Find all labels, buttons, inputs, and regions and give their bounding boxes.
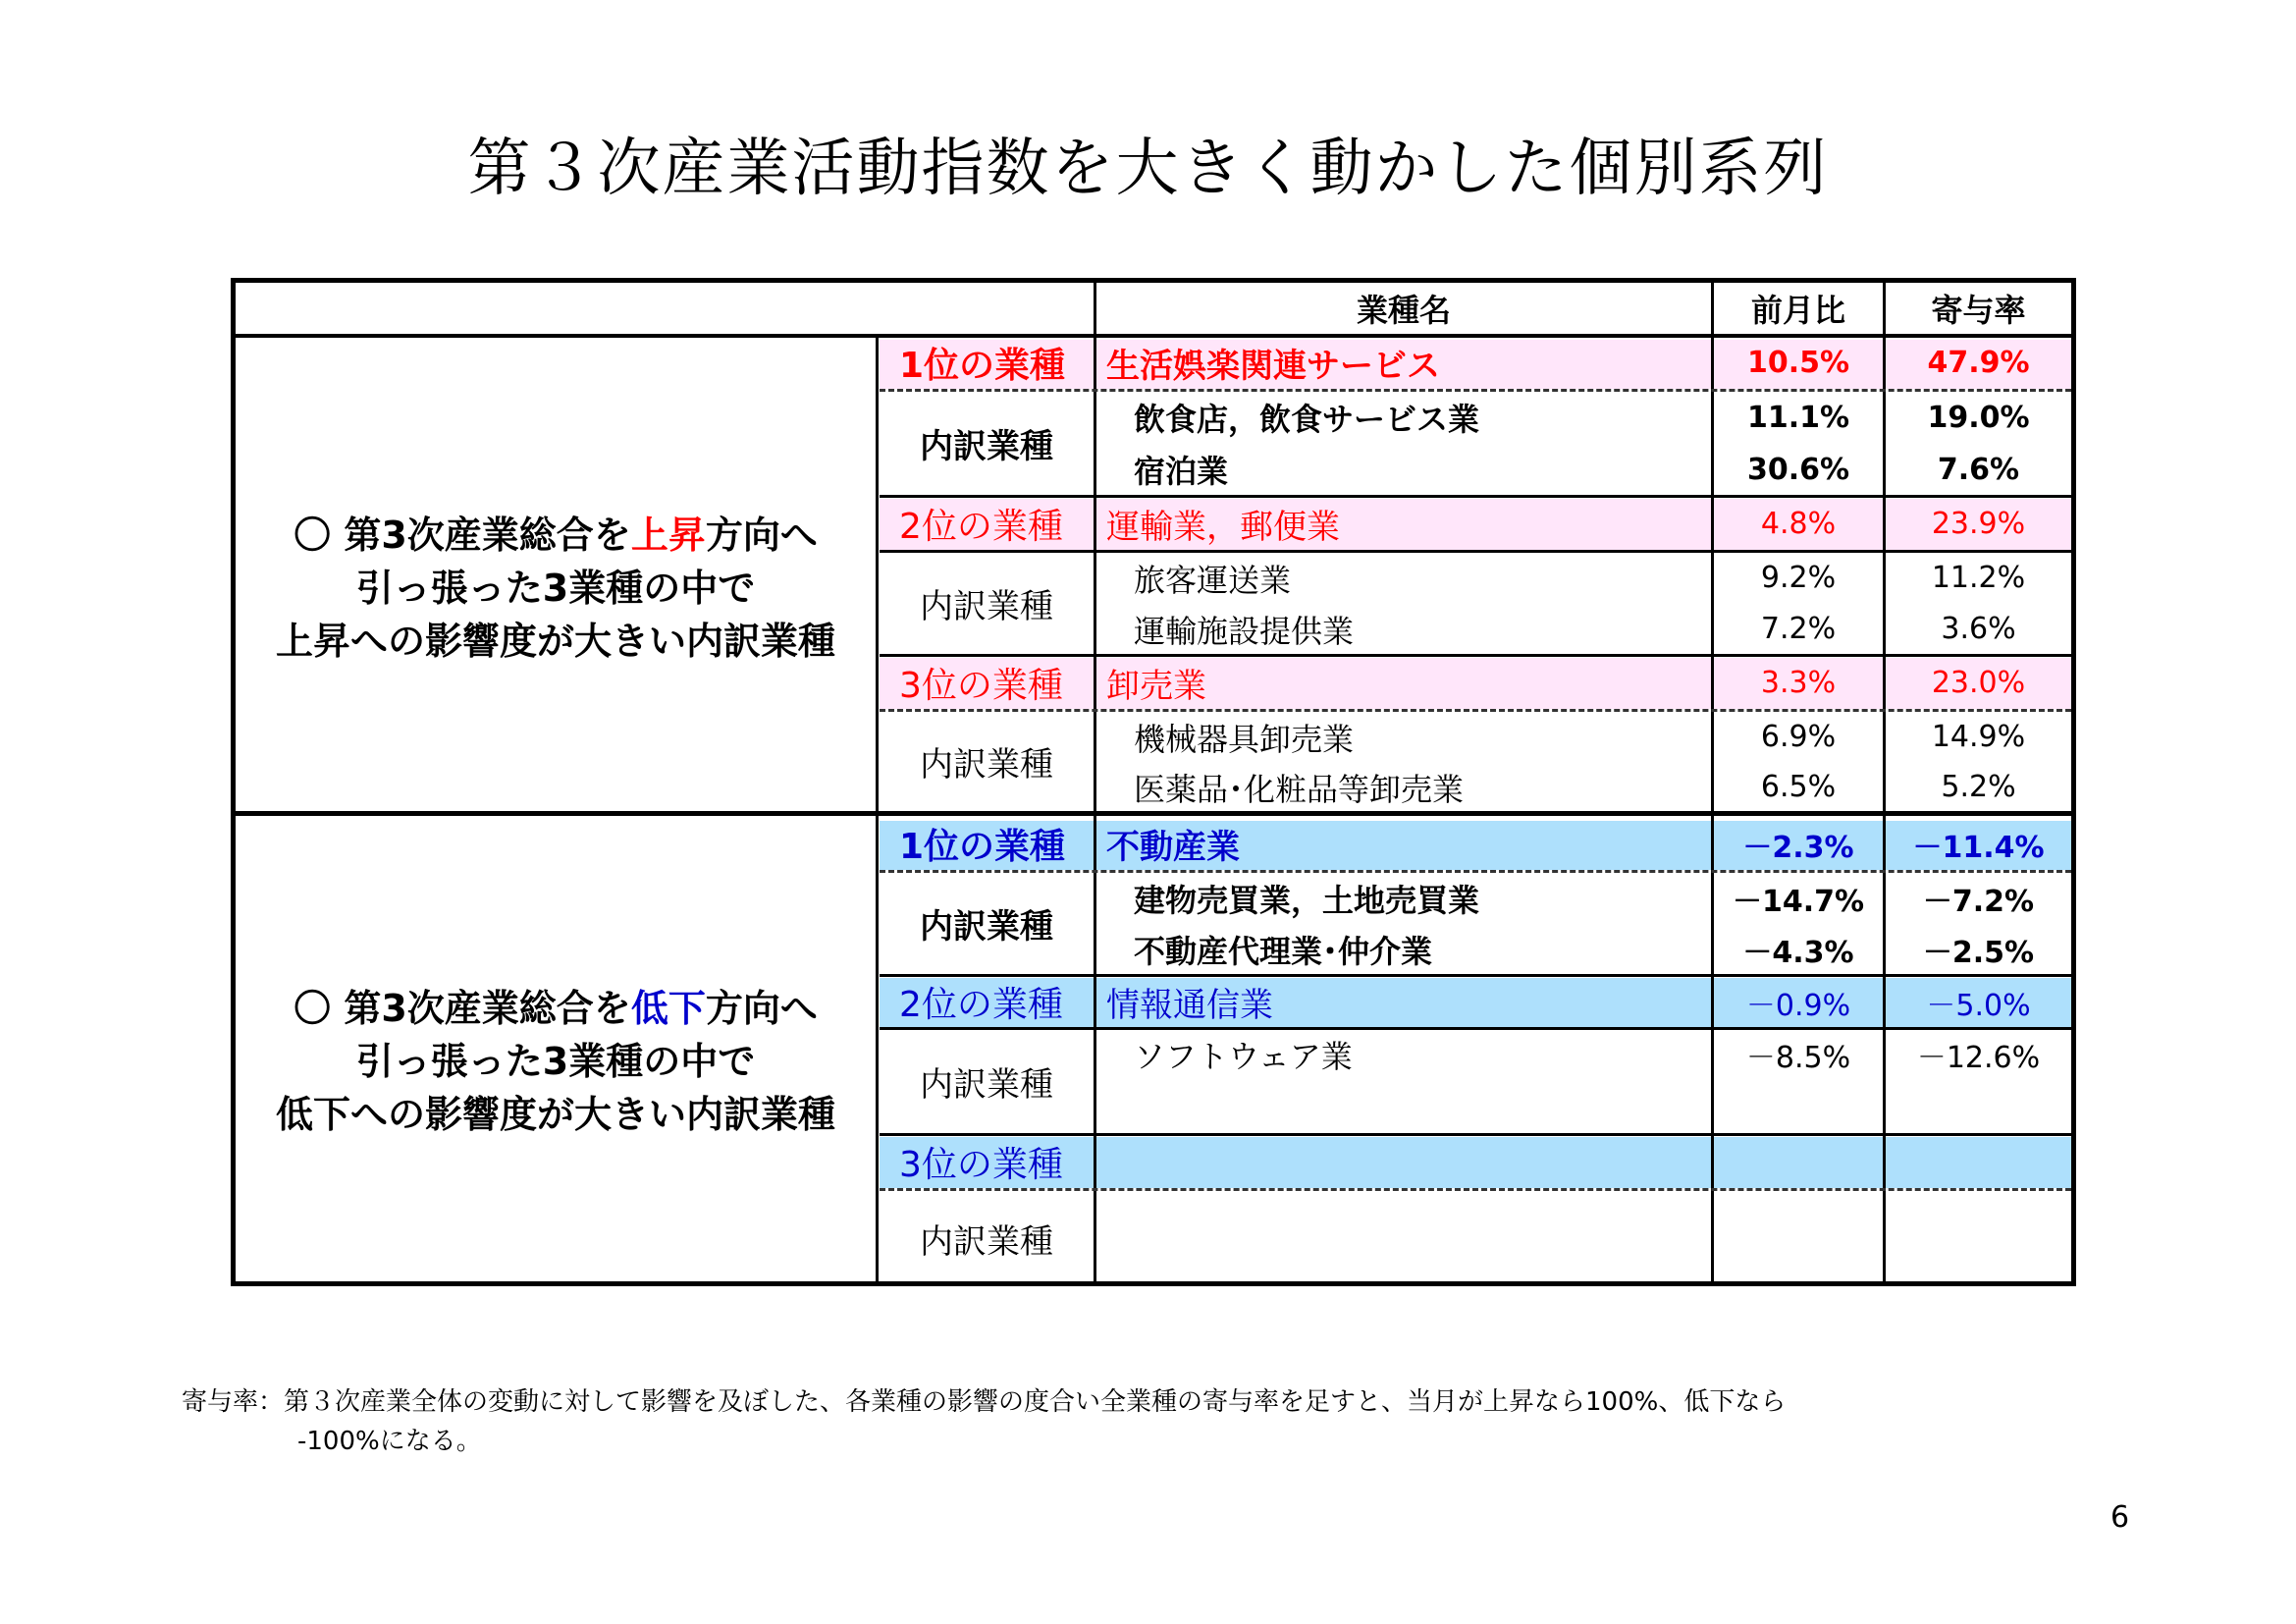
footnote-line2: -100%になる。 xyxy=(297,1427,482,1456)
up-rank1-sub1-name: 飲食店，飲食サービス業 xyxy=(1134,401,1480,438)
up-rank1-mom: 10.5% xyxy=(1746,346,1850,380)
ranking-table xyxy=(231,278,2076,1286)
down-rank1-contribution: －11.4% xyxy=(1912,830,2045,865)
up-rank2-sub-label: 内訳業種 xyxy=(920,587,1053,626)
up-rank2-label: 2位の業種 xyxy=(899,507,1063,547)
header-industry-name: 業種名 xyxy=(1356,292,1451,329)
down-rank2-sub1-mom: －8.5% xyxy=(1745,1041,1851,1075)
down-keyword: 低下 xyxy=(630,987,706,1030)
down-rank1-sub2-contribution: －2.5% xyxy=(1922,935,2035,970)
up-keyword: 上昇 xyxy=(630,514,706,557)
up-group-label: 〇 第3次産業総合を上昇方向へ 引っ張った3業種の中で 上昇への影響度が大きい内訳業種 xyxy=(275,514,835,663)
up-rank2-contribution: 23.9% xyxy=(1931,507,2026,541)
down-rank1-sub2-mom: －4.3% xyxy=(1742,935,1854,970)
down-rank1-sub1-mom: －14.7% xyxy=(1732,884,1865,919)
down-rank3-sub-label: 内訳業種 xyxy=(920,1222,1053,1262)
up-rank1-sub2-contribution: 7.6% xyxy=(1937,452,2020,487)
down-group-label: 〇 第3次産業総合を低下方向へ 引っ張った3業種の中で 低下への影響度が大きい内訳業種 xyxy=(275,987,835,1136)
down-rank3-name xyxy=(1096,1136,1711,1188)
down-rank3-label: 3位の業種 xyxy=(899,1145,1063,1185)
up-rank3-label: 3位の業種 xyxy=(899,666,1063,706)
up-rank2-mom: 4.8% xyxy=(1760,507,1837,541)
up-rank1-label: 1位の業種 xyxy=(899,346,1066,386)
down-rank2-sub1-contribution: －12.6% xyxy=(1916,1041,2041,1075)
up-rank1-sub2-name: 宿泊業 xyxy=(1134,453,1229,490)
up-rank2-sub1-mom: 9.2% xyxy=(1760,561,1837,595)
down-rank1-name: 不動産業 xyxy=(1106,828,1240,867)
down-rank1-sub1-contribution: －7.2% xyxy=(1922,884,2035,919)
down-rank2-label: 2位の業種 xyxy=(899,985,1063,1025)
page-title: 第３次産業活動指数を大きく動かした個別系列 xyxy=(467,133,1829,205)
up-rank1-contribution: 47.9% xyxy=(1927,346,2030,380)
down-rank3-mom xyxy=(1714,1136,1883,1188)
down-rank2-sub-label: 内訳業種 xyxy=(920,1065,1053,1105)
up-rank2-sub2-contribution: 3.6% xyxy=(1941,612,2016,646)
up-rank2-sub2-name: 運輸施設提供業 xyxy=(1134,612,1355,650)
up-rank1-sub-label: 内訳業種 xyxy=(920,427,1053,466)
down-rank2-contribution: －5.0% xyxy=(1926,988,2031,1023)
down-rank1-sub-label: 内訳業種 xyxy=(920,907,1053,947)
up-rank3-contribution: 23.0% xyxy=(1931,666,2026,700)
page-number: 6 xyxy=(2110,1500,2130,1535)
up-rank3-sub1-mom: 6.9% xyxy=(1760,720,1837,754)
down-rank1-mom: －2.3% xyxy=(1742,830,1854,865)
up-rank1-sub1-mom: 11.1% xyxy=(1746,400,1850,435)
up-rank3-sub2-contribution: 5.2% xyxy=(1941,770,2016,804)
up-rank3-sub1-name: 機械器具卸売業 xyxy=(1134,720,1355,758)
up-rank2-sub2-mom: 7.2% xyxy=(1760,612,1837,646)
up-rank3-mom: 3.3% xyxy=(1760,666,1837,700)
header-mom: 前月比 xyxy=(1750,292,1845,329)
down-rank2-name: 情報通信業 xyxy=(1106,986,1273,1025)
down-rank1-sub1-name: 建物売買業，土地売買業 xyxy=(1134,881,1480,919)
up-rank2-name: 運輸業，郵便業 xyxy=(1106,508,1340,547)
up-rank3-name: 卸売業 xyxy=(1106,667,1206,706)
up-rank3-sub2-name: 医薬品･化粧品等卸売業 xyxy=(1134,770,1465,808)
footnote-line1: 寄与率：第３次産業全体の変動に対して影響を及ぼした、各業種の影響の度合い全業種の寄与率を足すと、当月が上昇なら100%、低下なら xyxy=(182,1387,1787,1417)
up-rank1-name: 生活娯楽関連サービス xyxy=(1106,347,1440,386)
up-rank3-sub1-contribution: 14.9% xyxy=(1931,720,2026,754)
up-rank1-sub2-mom: 30.6% xyxy=(1746,452,1850,487)
down-rank1-sub2-name: 不動産代理業･仲介業 xyxy=(1134,932,1433,970)
header-contribution: 寄与率 xyxy=(1931,292,2026,329)
footnote xyxy=(182,1382,1786,1461)
down-rank3-contribution xyxy=(1886,1136,2071,1188)
up-rank2-sub1-contribution: 11.2% xyxy=(1931,561,2026,595)
up-rank1-sub1-contribution: 19.0% xyxy=(1927,400,2030,435)
up-rank3-sub2-mom: 6.5% xyxy=(1760,770,1837,804)
down-rank1-label: 1位の業種 xyxy=(899,827,1066,867)
down-rank2-mom: －0.9% xyxy=(1745,988,1851,1023)
up-rank2-sub1-name: 旅客運送業 xyxy=(1134,561,1292,599)
down-rank2-sub1-name: ソフトウェア業 xyxy=(1134,1038,1353,1075)
up-rank3-sub-label: 内訳業種 xyxy=(920,745,1053,785)
